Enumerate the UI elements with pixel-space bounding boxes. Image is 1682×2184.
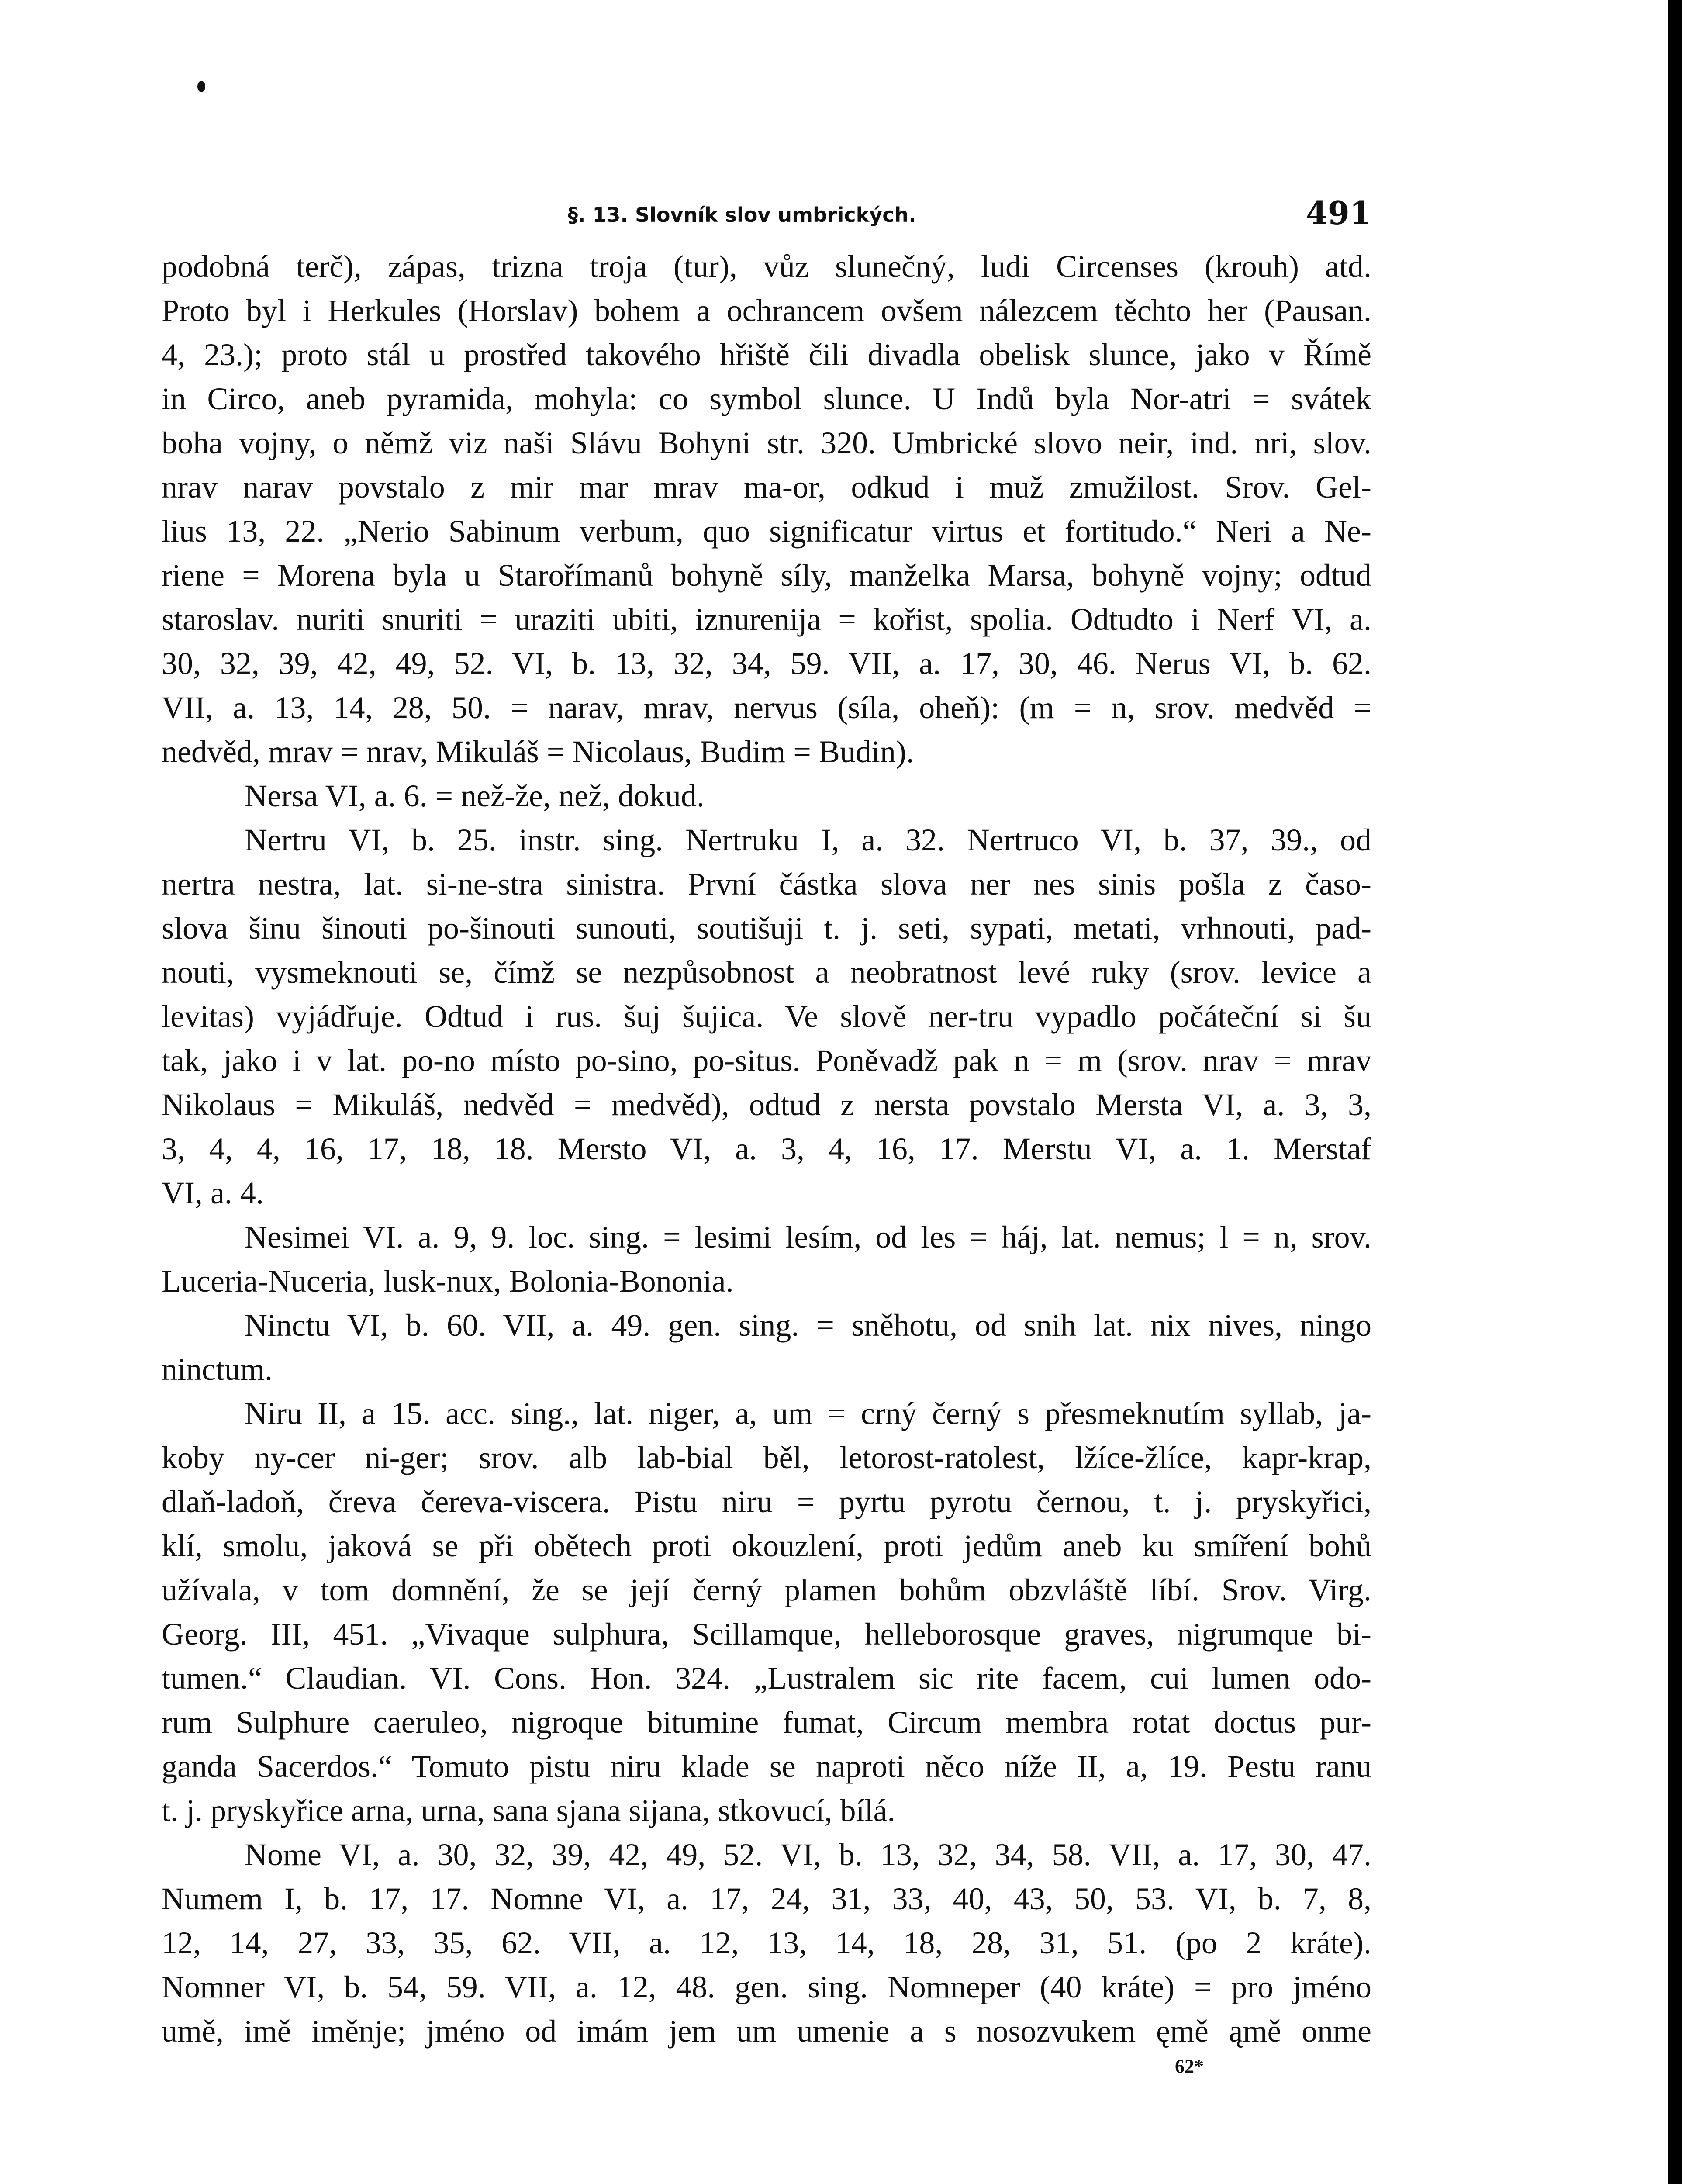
text-line: umě, imě iměnje; jméno od imám jem um umenie a s nosozvukem ęmě ąmě onme: [162, 2014, 1371, 2049]
text-line: Nomner VI, b. 54, 59. VII, a. 12, 48. gen. sing. Nomneper (40 kráte) = pro jméno: [162, 1970, 1371, 2004]
text-line: lius 13, 22. „Nerio Sabinum verbum, quo significatur virtus et fortitudo.“ Neri a Ne-: [162, 514, 1371, 549]
text-line: nedvěd, mrav = nrav, Mikuláš = Nicolaus, Budim = Budin).: [162, 734, 914, 769]
text-line: 4, 23.); proto stál u prostřed takového hřiště čili divadla obelisk slunce, jako v Římě: [162, 337, 1371, 372]
entry-line: Nome VI, a. 30, 32, 39, 42, 49, 52. VI, b. 13, 32, 34, 58. VII, a. 17, 30, 47.: [245, 1837, 1371, 1872]
entry-line: Nesimei VI. a. 9, 9. loc. sing. = lesimi lesím, od les = háj, lat. nemus; l = n, srov.: [245, 1220, 1371, 1254]
text-line: boha vojny, o němž viz naši Slávu Bohyni str. 320. Umbrické slovo neir, ind. nri, slov.: [162, 425, 1371, 460]
text-line: ganda Sacerdos.“ Tomuto pistu niru klade se naproti něco níže II, a, 19. Pestu ranu: [162, 1749, 1371, 1784]
text-line: rum Sulphure caeruleo, nigroque bitumine fumat, Circum membra rotat doctus pur-: [162, 1705, 1371, 1740]
page-number: 491: [1306, 194, 1371, 232]
text-line: ninctum.: [162, 1352, 273, 1387]
entry-line: Nertru VI, b. 25. instr. sing. Nertruku I, a. 32. Nertruco VI, b. 37, 39., od: [245, 822, 1371, 857]
text-line: in Circo, aneb pyramida, mohyla: co symbol slunce. U Indů byla Nor-atri = svátek: [162, 381, 1371, 416]
text-line: Proto byl i Herkules (Horslav) bohem a ochrancem ovšem nálezcem těchto her (Pausan.: [162, 293, 1371, 328]
text-line: Georg. III, 451. „Vivaque sulphura, Scillamque, helleborosque graves, nigrumque bi-: [162, 1617, 1371, 1652]
entry-line: Nersa VI, a. 6. = než-že, než, dokud.: [245, 778, 705, 813]
text-line: Numem I, b. 17, 17. Nomne VI, a. 17, 24, 31, 33, 40, 43, 50, 53. VI, b. 7, 8,: [162, 1881, 1371, 1916]
text-line: VII, a. 13, 14, 28, 50. = narav, mrav, nervus (síla, oheň): (m = n, srov. medvěd =: [162, 690, 1371, 725]
entry-line: Ninctu VI, b. 60. VII, a. 49. gen. sing. = sněhotu, od snih lat. nix nives, ningo: [245, 1308, 1371, 1343]
ink-speck: [197, 81, 205, 92]
text-line: VI, a. 4.: [162, 1175, 264, 1210]
text-line: staroslav. nuriti snuriti = uraziti ubiti, iznurenija = kořist, spolia. Odtudto i Nerf VI, a.: [162, 602, 1371, 637]
entry-line: Niru II, a 15. acc. sing., lat. niger, a, um = crný černý s přesmeknutím syllab, ja-: [245, 1396, 1371, 1431]
section-title: §. 13. Slovník slov umbrických.: [568, 203, 916, 227]
body-text: [162, 245, 1371, 2053]
text-line: t. j. pryskyřice arna, urna, sana sjana sijana, stkovucí, bílá.: [162, 1793, 895, 1828]
text-line: riene = Morena byla u Starořímanů bohyně síly, manželka Marsa, bohyně vojny; odtud: [162, 558, 1371, 593]
text-line: dlaň-ladoň, čreva čereva-viscera. Pistu niru = pyrtu pyrotu černou, t. j. pryskyřici,: [162, 1484, 1371, 1519]
text-line: podobná terč), zápas, trizna troja (tur), vůz slunečný, ludi Circenses (krouh) atd.: [162, 249, 1371, 284]
text-line: nrav narav povstalo z mir mar mrav ma-or, odkud i muž zmužilost. Srov. Gel-: [162, 470, 1371, 505]
text-line: koby ny-cer ni-ger; srov. alb lab-bial běl, letorost-ratolest, lžíce-žlíce, kapr-krap,: [162, 1440, 1371, 1475]
text-line: klí, smolu, jaková se při obětech proti okouzlení, proti jedům aneb ku smíření bohů: [162, 1528, 1371, 1563]
scan-edge: [1668, 0, 1682, 2184]
text-line: Nikolaus = Mikuláš, nedvěd = medvěd), odtud z nersta povstalo Mersta VI, a. 3, 3,: [162, 1087, 1371, 1122]
text-line: 3, 4, 4, 16, 17, 18, 18. Mersto VI, a. 3, 4, 16, 17. Merstu VI, a. 1. Merstaf: [162, 1131, 1371, 1166]
running-header: [162, 194, 1371, 247]
text-line: slova šinu šinouti po-šinouti sunouti, soutišuji t. j. seti, sypati, metati, vrhnouti, pad-: [162, 911, 1371, 946]
text-line: nouti, vysmeknouti se, čímž se nezpůsobnost a neobratnost levé ruky (srov. levice a: [162, 955, 1371, 990]
text-line: levitas) vyjádřuje. Odtud i rus. šuj šujica. Ve slově ner-tru vypadlo počáteční si šu: [162, 999, 1371, 1034]
text-line: tumen.“ Claudian. VI. Cons. Hon. 324. „Lustralem sic rite facem, cui lumen odo-: [162, 1661, 1371, 1696]
text-line: užívala, v tom domnění, že se její černý plamen bohům obzvláště líbí. Srov. Virg.: [162, 1572, 1371, 1607]
signature-mark: 62*: [1175, 2056, 1204, 2077]
text-line: 30, 32, 39, 42, 49, 52. VI, b. 13, 32, 34, 59. VII, a. 17, 30, 46. Nerus VI, b. 62.: [162, 646, 1371, 681]
text-line: tak, jako i v lat. po-no místo po-sino, po-situs. Poněvadž pak n = m (srov. nrav = mrav: [162, 1043, 1371, 1078]
text-line: Luceria-Nuceria, lusk-nux, Bolonia-Bononia.: [162, 1264, 734, 1299]
text-line: 12, 14, 27, 33, 35, 62. VII, a. 12, 13, 14, 18, 28, 31, 51. (po 2 kráte).: [162, 1925, 1371, 1960]
text-line: nertra nestra, lat. si-ne-stra sinistra. První částka slova ner nes sinis pošla z časo-: [162, 867, 1371, 902]
